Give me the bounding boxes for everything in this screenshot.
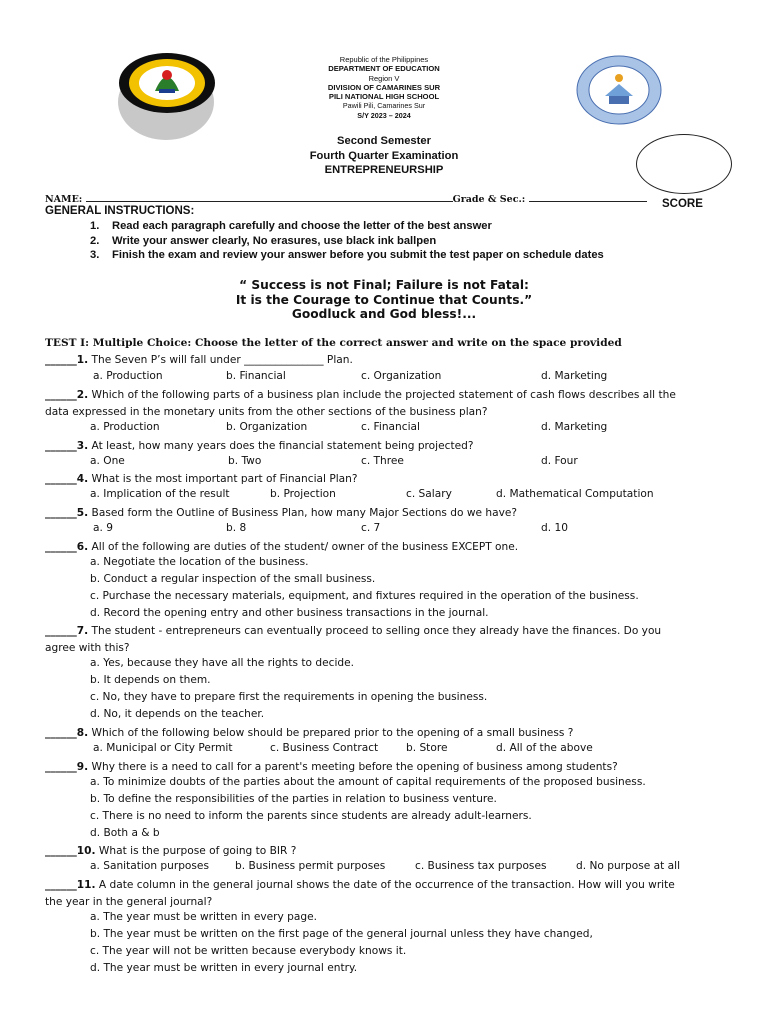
question-9: ______9. Why there is a need to call for a parent's meeting before the opening of business among students? bbox=[45, 761, 618, 773]
option: c. Three bbox=[361, 455, 404, 467]
option: a. Municipal or City Permit bbox=[93, 742, 233, 754]
header-republic: Republic of the Philippines bbox=[339, 55, 429, 64]
grade-label: Grade & Sec.: bbox=[452, 194, 526, 205]
option: b. Projection bbox=[270, 488, 336, 500]
semester-title: Second Semester bbox=[337, 135, 431, 147]
option: c. 7 bbox=[361, 522, 381, 534]
name-label: NAME: bbox=[45, 194, 83, 205]
option: a. Implication of the result bbox=[90, 488, 230, 500]
grade-section-field[interactable] bbox=[529, 192, 647, 202]
option: b. Financial bbox=[226, 370, 286, 382]
header-department: DEPARTMENT OF EDUCATION bbox=[328, 64, 440, 74]
subject-title: ENTREPRENEURSHIP bbox=[324, 164, 444, 176]
question-11: ______11. A date column in the general journal shows the date of the occurrence of the transaction. How will you write the year in the general journal? bbox=[45, 879, 675, 908]
option: d. All of the above bbox=[496, 742, 593, 754]
answer-blank[interactable]: ______7. bbox=[45, 625, 89, 637]
score-label: SCORE bbox=[662, 198, 703, 210]
option: c. Organization bbox=[361, 370, 442, 382]
header-division: DIVISION OF CAMARINES SUR bbox=[327, 82, 441, 92]
header-region: Region V bbox=[368, 73, 400, 83]
header-school: PILI NATIONAL HIGH SCHOOL bbox=[328, 92, 440, 102]
option: a. Negotiate the location of the business. bbox=[90, 556, 309, 568]
option: b. Conduct a regular inspection of the small business. bbox=[90, 573, 376, 585]
instruction-item: 3. Finish the exam and review your answer before you submit the test paper on schedule dates bbox=[90, 249, 604, 261]
motivational-quote: “ Success is not Final; Failure is not Fatal: It is the Courage to Continue that Counts.” Goodluck and God bless!... bbox=[235, 278, 533, 321]
option: b. 8 bbox=[226, 522, 247, 534]
option: d. Four bbox=[541, 455, 578, 467]
question-3: ______3. At least, how many years does the financial statement being projected? bbox=[45, 440, 474, 452]
header-address: Pawili Pili, Camarines Sur bbox=[342, 101, 426, 111]
name-field[interactable] bbox=[86, 192, 453, 202]
instruction-item: 1. Read each paragraph carefully and choose the letter of the best answer bbox=[90, 220, 492, 232]
option: d. Record the opening entry and other business transactions in the journal. bbox=[90, 607, 489, 619]
option: a. Production bbox=[93, 370, 163, 382]
answer-blank[interactable]: ______10. bbox=[45, 845, 96, 857]
school-logo bbox=[575, 54, 663, 126]
school-seal-icon bbox=[575, 54, 663, 126]
option: a. Production bbox=[90, 421, 160, 433]
question-10: ______10. What is the purpose of going to BIR ? bbox=[45, 845, 297, 857]
header-school-year: S/Y 2023 – 2024 bbox=[357, 110, 411, 120]
option: c. No, they have to prepare first the requirements in opening the business. bbox=[90, 691, 488, 703]
option: b. Store bbox=[406, 742, 448, 754]
answer-blank[interactable]: ______8. bbox=[45, 727, 89, 739]
option: d. Marketing bbox=[541, 370, 608, 382]
option: a. Yes, because they have all the rights to decide. bbox=[90, 657, 355, 669]
question-7: ______7. The student - entrepreneurs can eventually proceed to selling once they already have the finances. Do you agree with this? bbox=[45, 625, 662, 654]
answer-blank[interactable]: ______4. bbox=[45, 473, 89, 485]
option: d. Both a & b bbox=[90, 827, 160, 839]
answer-blank[interactable]: ______9. bbox=[45, 761, 89, 773]
test-heading: TEST I: Multiple Choice: Choose the letter of the correct answer and write on the space provided bbox=[45, 337, 622, 349]
answer-blank[interactable]: ______11. bbox=[45, 879, 96, 891]
exam-title bbox=[230, 134, 538, 178]
answer-blank[interactable]: ______6. bbox=[45, 541, 89, 553]
answer-blank[interactable]: ______1. bbox=[45, 354, 89, 366]
quarter-title: Fourth Quarter Examination bbox=[309, 149, 459, 162]
question-5: ______5. Based form the Outline of Business Plan, how many Major Sections do we have? bbox=[45, 507, 518, 519]
option: c. The year will not be written because everybody knows it. bbox=[90, 945, 407, 957]
option: d. No, it depends on the teacher. bbox=[90, 708, 265, 720]
option: b. It depends on them. bbox=[90, 674, 211, 686]
letterhead bbox=[250, 55, 518, 120]
option: c. Business tax purposes bbox=[415, 860, 547, 872]
answer-blank[interactable]: ______3. bbox=[45, 440, 89, 452]
option: c. Salary bbox=[406, 488, 452, 500]
option: b. Business permit purposes bbox=[235, 860, 386, 872]
question-2: ______2. Which of the following parts of a business plan include the projected statement of cash flows describes all the data expressed in the monetary units from the other sections of the business plan? bbox=[45, 389, 676, 418]
option: d. No purpose at all bbox=[576, 860, 681, 872]
option: a. The year must be written in every page. bbox=[90, 911, 318, 923]
option: c. Business Contract bbox=[270, 742, 379, 754]
question-4: ______4. What is the most important part of Financial Plan? bbox=[45, 473, 358, 485]
division-logo bbox=[119, 53, 215, 113]
option: d. Marketing bbox=[541, 421, 608, 433]
option: d. Mathematical Computation bbox=[496, 488, 654, 500]
option: b. To define the responsibilities of the parties in relation to business venture. bbox=[90, 793, 497, 805]
option: d. 10 bbox=[541, 522, 568, 534]
option: b. Organization bbox=[226, 421, 308, 433]
option: c. Purchase the necessary materials, equipment, and fixtures required in the operation of the business. bbox=[90, 590, 639, 602]
question-1: ______1. The Seven P’s will fall under _______________ Plan. bbox=[45, 354, 353, 366]
score-box[interactable] bbox=[636, 134, 732, 194]
option: d. The year must be written in every journal entry. bbox=[90, 962, 358, 974]
option: a. One bbox=[90, 455, 125, 467]
option: a. 9 bbox=[93, 522, 113, 534]
answer-blank[interactable]: ______5. bbox=[45, 507, 89, 519]
option: c. There is no need to inform the parents since students are already adult-learners. bbox=[90, 810, 532, 822]
option: a. To minimize doubts of the parties about the amount of capital requirements of the proposed business. bbox=[90, 776, 646, 788]
option: b. The year must be written on the first page of the general journal unless they have changed, bbox=[90, 928, 593, 940]
instructions-heading: GENERAL INSTRUCTIONS: bbox=[45, 205, 195, 217]
option: a. Sanitation purposes bbox=[90, 860, 209, 872]
name-grade-row bbox=[45, 192, 655, 205]
option: b. Two bbox=[228, 455, 262, 467]
question-6: ______6. All of the following are duties of the student/ owner of the business EXCEPT one. bbox=[45, 541, 519, 553]
division-seal-icon bbox=[119, 53, 215, 113]
answer-blank[interactable]: ______2. bbox=[45, 389, 89, 401]
instruction-item: 2. Write your answer clearly, No erasures, use black ink ballpen bbox=[90, 235, 437, 247]
question-8: ______8. Which of the following below should be prepared prior to the opening of a small business ? bbox=[45, 727, 574, 739]
option: c. Financial bbox=[361, 421, 420, 433]
